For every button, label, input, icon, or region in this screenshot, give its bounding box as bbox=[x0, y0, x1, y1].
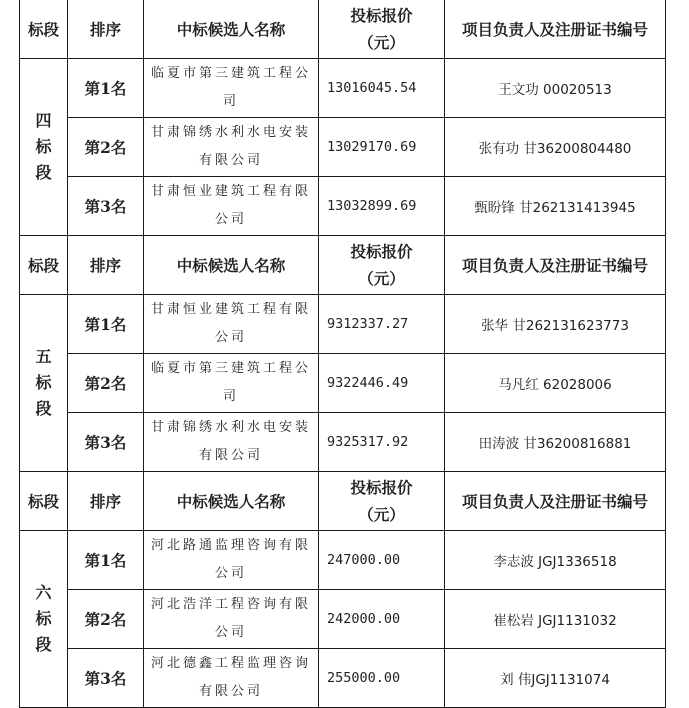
candidate-cell: 河北德鑫工程监理咨询有限公司 bbox=[144, 649, 319, 708]
header-candidate: 中标候选人名称 bbox=[144, 472, 319, 531]
manager-cell: 刘 伟JGJ1131074 bbox=[445, 649, 666, 708]
rank-cell: 第3名 bbox=[68, 649, 144, 708]
table-row bbox=[20, 295, 666, 354]
price-cell: 13016045.54 bbox=[319, 59, 445, 118]
header-price bbox=[319, 236, 445, 295]
segment-char: 标 bbox=[35, 137, 52, 156]
candidate-cell: 临夏市第三建筑工程公司 bbox=[144, 59, 319, 118]
header-manager: 项目负责人及注册证书编号 bbox=[445, 236, 666, 295]
price-cell: 255000.00 bbox=[319, 649, 445, 708]
table-row bbox=[20, 118, 666, 177]
table-row bbox=[20, 590, 666, 649]
header-rank: 排序 bbox=[68, 236, 144, 295]
price-cell: 13029170.69 bbox=[319, 118, 445, 177]
price-cell: 9312337.27 bbox=[319, 295, 445, 354]
table-row bbox=[20, 354, 666, 413]
rank-cell: 第3名 bbox=[68, 413, 144, 472]
rank-cell: 第3名 bbox=[68, 177, 144, 236]
price-cell: 247000.00 bbox=[319, 531, 445, 590]
table-row bbox=[20, 649, 666, 708]
header-manager: 项目负责人及注册证书编号 bbox=[445, 0, 666, 59]
segment-char: 段 bbox=[35, 163, 52, 182]
header-row bbox=[20, 472, 666, 531]
segment-char: 标 bbox=[35, 373, 52, 392]
price-cell: 242000.00 bbox=[319, 590, 445, 649]
header-price-line1: 投标报价 bbox=[350, 6, 413, 25]
rank-cell: 第2名 bbox=[68, 590, 144, 649]
header-candidate: 中标候选人名称 bbox=[144, 236, 319, 295]
segment-char: 标 bbox=[35, 609, 52, 628]
segment-char: 五 bbox=[35, 347, 52, 366]
header-price-line2: （元） bbox=[358, 33, 405, 52]
header-row bbox=[20, 236, 666, 295]
header-price-line2: （元） bbox=[358, 269, 405, 288]
rank-cell: 第1名 bbox=[68, 531, 144, 590]
header-rank: 排序 bbox=[68, 472, 144, 531]
header-manager: 项目负责人及注册证书编号 bbox=[445, 472, 666, 531]
segment-char: 段 bbox=[35, 635, 52, 654]
candidate-cell: 甘肃恒业建筑工程有限公司 bbox=[144, 295, 319, 354]
rank-cell: 第1名 bbox=[68, 59, 144, 118]
header-candidate: 中标候选人名称 bbox=[144, 0, 319, 59]
rank-cell: 第2名 bbox=[68, 118, 144, 177]
manager-cell: 马凡红 62028006 bbox=[445, 354, 666, 413]
price-cell: 9325317.92 bbox=[319, 413, 445, 472]
table-row bbox=[20, 413, 666, 472]
header-rank: 排序 bbox=[68, 0, 144, 59]
rank-cell: 第1名 bbox=[68, 295, 144, 354]
segment-cell bbox=[20, 531, 68, 708]
manager-cell: 崔松岩 JGJ1131032 bbox=[445, 590, 666, 649]
table-row bbox=[20, 531, 666, 590]
bid-candidates-table bbox=[19, 0, 666, 708]
price-cell: 9322446.49 bbox=[319, 354, 445, 413]
candidate-cell: 河北路通监理咨询有限公司 bbox=[144, 531, 319, 590]
manager-cell: 甄盼锋 甘262131413945 bbox=[445, 177, 666, 236]
manager-cell: 张有功 甘36200804480 bbox=[445, 118, 666, 177]
table-row bbox=[20, 59, 666, 118]
header-price-line2: （元） bbox=[358, 505, 405, 524]
header-segment: 标段 bbox=[20, 236, 68, 295]
header-segment: 标段 bbox=[20, 0, 68, 59]
segment-char: 四 bbox=[35, 111, 52, 130]
manager-cell: 田涛波 甘36200816881 bbox=[445, 413, 666, 472]
header-price-line1: 投标报价 bbox=[350, 478, 413, 497]
rank-cell: 第2名 bbox=[68, 354, 144, 413]
candidate-cell: 甘肃恒业建筑工程有限公司 bbox=[144, 177, 319, 236]
segment-char: 段 bbox=[35, 399, 52, 418]
header-price-line1: 投标报价 bbox=[350, 242, 413, 261]
segment-char: 六 bbox=[35, 583, 52, 602]
header-price bbox=[319, 472, 445, 531]
header-segment: 标段 bbox=[20, 472, 68, 531]
table-row bbox=[20, 177, 666, 236]
manager-cell: 李志波 JGJ1336518 bbox=[445, 531, 666, 590]
candidate-cell: 河北浩洋工程咨询有限公司 bbox=[144, 590, 319, 649]
candidate-cell: 甘肃锦绣水利水电安装有限公司 bbox=[144, 118, 319, 177]
price-cell: 13032899.69 bbox=[319, 177, 445, 236]
manager-cell: 王文功 00020513 bbox=[445, 59, 666, 118]
candidate-cell: 临夏市第三建筑工程公司 bbox=[144, 354, 319, 413]
segment-cell bbox=[20, 295, 68, 472]
candidate-cell: 甘肃锦绣水利水电安装有限公司 bbox=[144, 413, 319, 472]
manager-cell: 张华 甘262131623773 bbox=[445, 295, 666, 354]
header-row bbox=[20, 0, 666, 59]
header-price bbox=[319, 0, 445, 59]
segment-cell bbox=[20, 59, 68, 236]
